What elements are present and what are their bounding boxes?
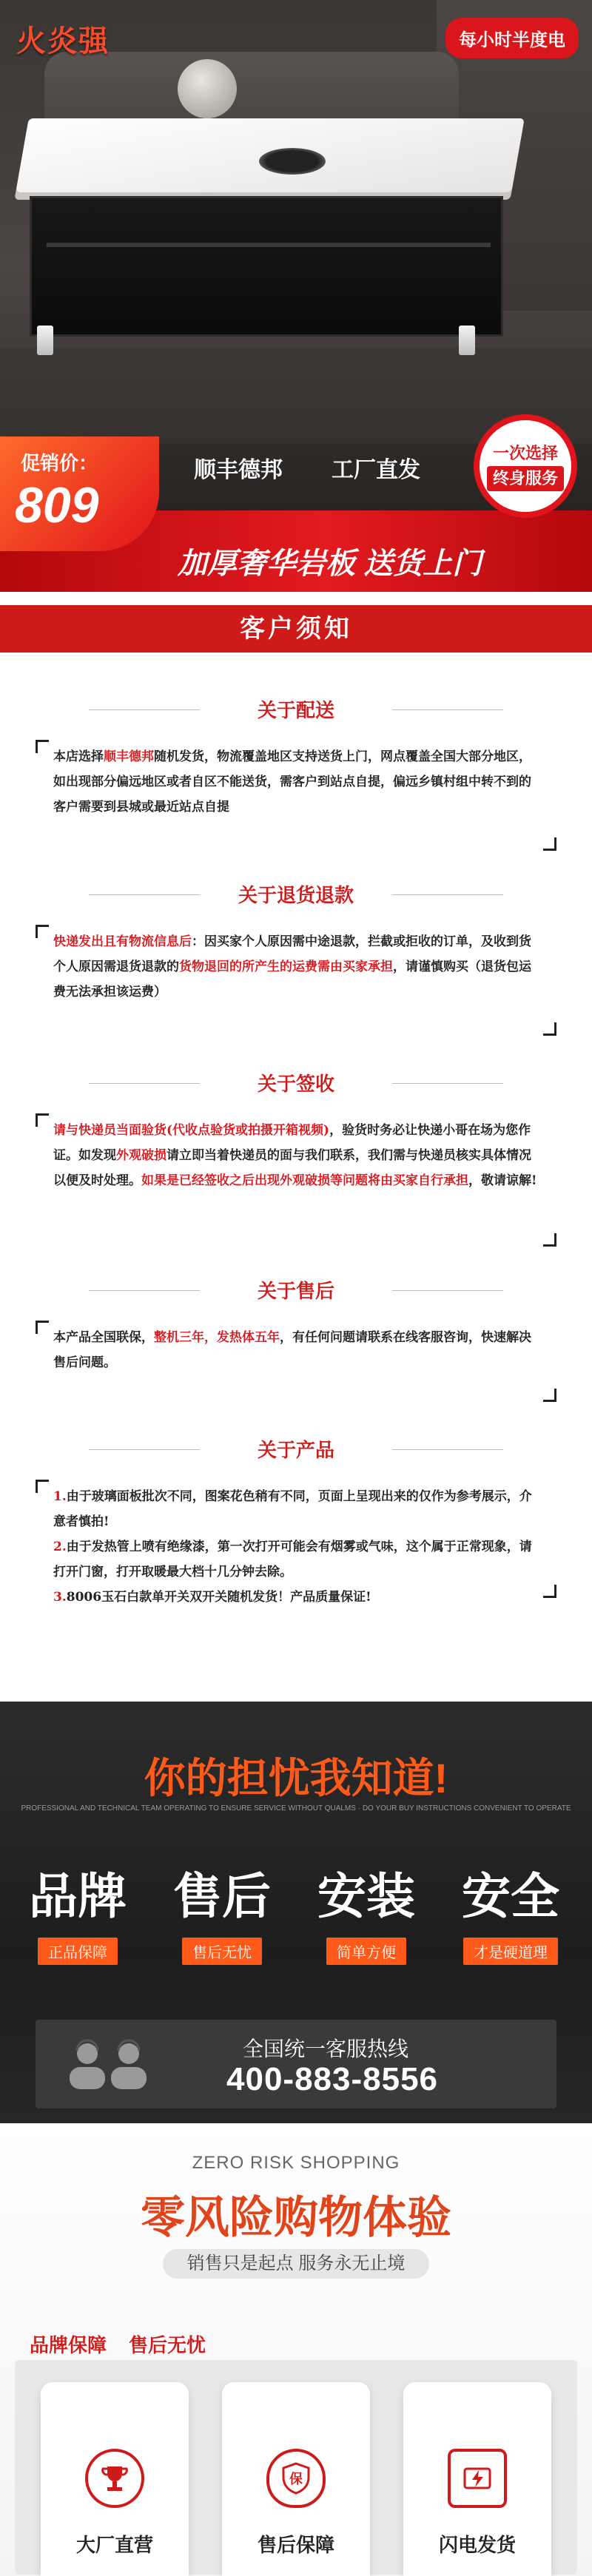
corner-decoration xyxy=(36,740,49,753)
returns-title: 关于退货退款 xyxy=(0,880,592,908)
pillar-heading: 品牌 xyxy=(29,1869,127,1923)
table-leg xyxy=(459,326,475,355)
pillar-heading: 安装 xyxy=(317,1869,415,1923)
returns-text-2: ：因买家个人原因需中途退款，拦截或拒收的订单，及收到货个人原因需退货退款的 xyxy=(53,934,531,974)
shield-bao-icon xyxy=(266,2449,326,2508)
price-box xyxy=(0,436,159,551)
pillar-brand xyxy=(15,1857,141,1965)
aftersale-text-1: 本产品全国联保， xyxy=(53,1330,154,1345)
product-note-number: 1. xyxy=(53,1489,67,1504)
aftersale-text-3: ，有任何问题请联系在线客服咨询，快速解决售后问题。 xyxy=(53,1330,531,1370)
tab-aftersale-worry-free[interactable]: 售后无忧 xyxy=(129,2334,206,2356)
price-value: 809 xyxy=(15,477,99,533)
returns-text-3: 货物退回的所产生的运费需由买家承担 xyxy=(179,960,393,974)
pillar-install xyxy=(303,1857,429,1965)
hotline-number[interactable]: 400-883-8556 xyxy=(226,2061,439,2097)
returns-box xyxy=(36,925,556,1036)
aftersale-text-2: 整机三年，发热体五年 xyxy=(154,1330,280,1345)
customer-notice-section xyxy=(0,592,592,1702)
table-leg xyxy=(37,326,53,355)
corner-decoration xyxy=(543,1585,556,1598)
pillar-safety xyxy=(448,1857,574,1965)
zero-risk-slogan: 销售只是起点 服务永无止境 xyxy=(163,2249,429,2279)
service-line-1: 一次选择 xyxy=(492,444,558,462)
pillar-heading: 安全 xyxy=(462,1869,559,1923)
signing-title: 关于签收 xyxy=(0,1069,592,1096)
pillar-tag: 才是硬道理 xyxy=(463,1938,558,1965)
power-badge: 每小时半度电 xyxy=(445,18,579,58)
table-shelf xyxy=(47,243,491,247)
signing-box xyxy=(36,1113,556,1247)
corner-decoration xyxy=(36,1113,49,1127)
trophy-icon xyxy=(85,2449,144,2508)
worry-section xyxy=(0,1702,592,2123)
returns-text-1: 快递发出且有物流信息后 xyxy=(53,934,192,949)
card-label: 售后保障 xyxy=(257,2534,334,2556)
worry-english-caption: PROFESSIONAL AND TECHNICAL TEAM OPERATING TO ENSURE SERVICE WITHOUT QUALMS · DO YOUR BUY INSTRUCTIONS CONVENIENT TO OPERATE xyxy=(21,1804,571,1813)
product-note-text: 由于玻璃面板批次不同，图案花色稍有不同，页面上呈现出来的仅作为参考展示，介意者慎拍! xyxy=(53,1489,532,1529)
hero-pillow-image xyxy=(178,59,237,118)
signing-text-3: 外观破损 xyxy=(116,1148,166,1163)
delivery-text-1: 本店选择 xyxy=(53,749,104,764)
guarantee-tabs xyxy=(30,2330,206,2360)
guarantee-card-aftersale xyxy=(222,2382,370,2576)
corner-decoration xyxy=(36,925,49,938)
pillar-heading: 售后 xyxy=(173,1869,271,1923)
price-label: 促销价： xyxy=(21,452,98,474)
product-title: 关于产品 xyxy=(0,1435,592,1463)
tab-brand-guarantee[interactable]: 品牌保障 xyxy=(30,2334,107,2356)
zero-risk-english: ZERO RISK SHOPPING xyxy=(192,2153,400,2173)
product-note-text: 由于发热管上喷有绝缘漆，第一次打开可能会有烟雾或气味，这个属于正常现象，请打开门窗，打开取暖最大档十几分钟去除。 xyxy=(53,1540,532,1579)
product-note-item xyxy=(53,1484,539,1534)
product-hero xyxy=(0,0,592,592)
signing-text-2: ，验货时务必让快递小哥在场为您作证。如发现 xyxy=(53,1123,531,1163)
brand-logo-text: 火炎强 xyxy=(16,24,110,58)
corner-decoration xyxy=(543,1022,556,1036)
signing-text-1: 请与快递员当面验货(代收点验货或拍摄开箱视频) xyxy=(53,1123,330,1138)
factory-tag: 工厂直发 xyxy=(332,458,420,482)
promo-slogan: 加厚奢华岩板 送货上门 xyxy=(178,547,482,580)
delivery-text-2: 随机发货，物流覆盖地区支持送货上门，网点覆盖全国大部分地区，如出现部分偏远地区或者自区不能送货，需客户到站点自提，偏远乡镇村组中转不到的客户需要到县城或最近站点自提 xyxy=(53,749,531,815)
corner-decoration xyxy=(543,837,556,851)
product-note-number: 2. xyxy=(53,1540,67,1554)
signing-text-5: 如果是已经签收之后出现外观破损等问题将由买家自行承担 xyxy=(141,1173,468,1188)
corner-decoration xyxy=(543,1389,556,1402)
pillar-tag: 正品保障 xyxy=(38,1938,118,1965)
delivery-text-carrier: 顺丰德邦 xyxy=(104,749,154,764)
product-note-item xyxy=(53,1585,539,1610)
pillar-tag: 简单方便 xyxy=(326,1938,406,1965)
corner-decoration xyxy=(36,1480,49,1493)
product-note-item xyxy=(53,1534,539,1585)
delivery-box xyxy=(36,740,556,851)
signing-text-6: ，敬请谅解! xyxy=(468,1173,537,1188)
pillar-aftersale xyxy=(159,1857,285,1965)
zero-risk-title: 零风险购物体验 xyxy=(141,2193,451,2242)
pillar-tag: 售后无忧 xyxy=(182,1938,262,1965)
hotline-label: 全国统一客服热线 xyxy=(243,2037,409,2060)
corner-decoration xyxy=(543,1233,556,1247)
worry-title: 你的担忧我知道! xyxy=(144,1755,448,1801)
product-box xyxy=(36,1480,556,1605)
guarantee-card-factory xyxy=(41,2382,189,2576)
corner-decoration xyxy=(36,1321,49,1334)
lightning-box-icon xyxy=(448,2449,507,2508)
svg-text:保: 保 xyxy=(289,2472,303,2487)
zero-risk-section xyxy=(0,2123,592,2576)
brand-logo xyxy=(16,18,110,60)
promo-bar xyxy=(0,436,592,592)
aftersale-box xyxy=(36,1321,556,1402)
guarantee-card-fast-shipping xyxy=(403,2382,551,2576)
customer-service-agents-icon xyxy=(58,2034,161,2094)
card-label: 大厂直营 xyxy=(75,2534,153,2556)
delivery-title: 关于配送 xyxy=(0,695,592,723)
product-note-number: 3. xyxy=(53,1590,67,1605)
table-stove-hole xyxy=(259,148,326,175)
notice-header-title: 客户须知 xyxy=(240,614,352,644)
notice-header xyxy=(0,605,592,653)
aftersale-title: 关于售后 xyxy=(0,1276,592,1304)
table-body-image xyxy=(30,196,503,337)
lifetime-service-badge xyxy=(474,414,577,518)
product-note-text: 8006玉石白款单开关双开关随机发货！产品质量保证! xyxy=(66,1590,371,1605)
card-label: 闪电发货 xyxy=(438,2534,516,2556)
returns-text-4: ，请谨慎购买（退货包运费无法承担该运费） xyxy=(53,960,531,999)
shipping-tag: 顺丰德邦 xyxy=(194,458,283,482)
hotline-box xyxy=(36,2020,556,2108)
signing-text-4: 请立即当着快递员的面与我们联系，我们需与快递员核实具体情况以便及时处理。 xyxy=(53,1148,531,1188)
service-line-2: 终身服务 xyxy=(487,466,564,491)
